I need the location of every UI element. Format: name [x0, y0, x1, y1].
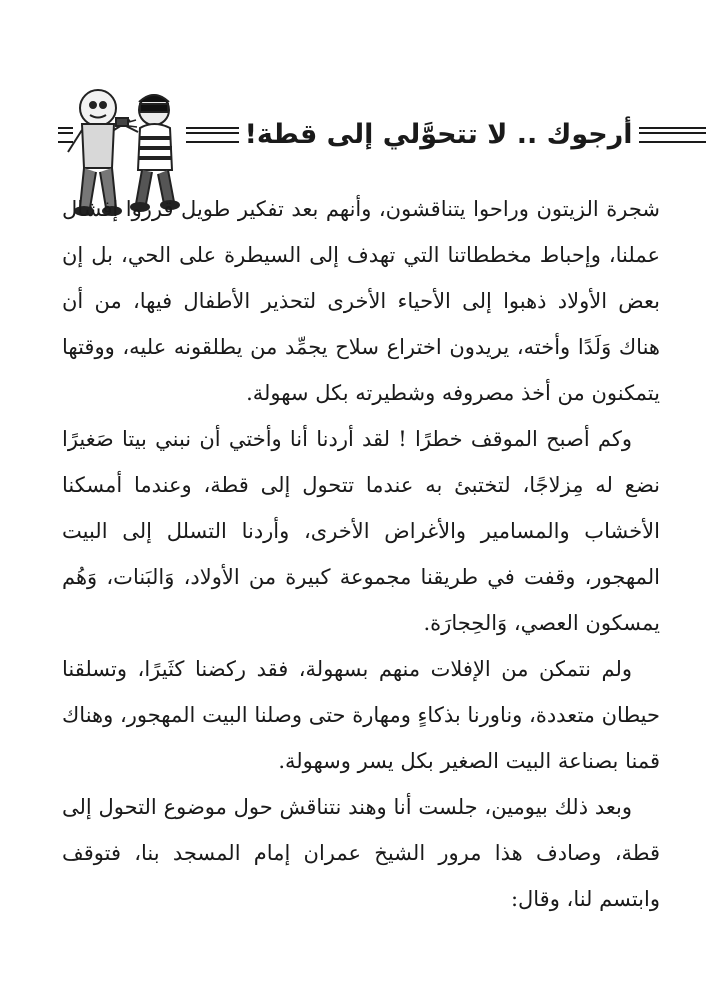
- title-rule-edge: [58, 127, 73, 143]
- paragraph: وبعد ذلك بيومين، جلست أنا وهند نتناقش حول موضوع التحول إلى قطة، وصادف هذا مرور الشيخ عمران إمام المسجد بنا، فتوقف وابتسم لنا، وقال:: [62, 795, 660, 911]
- title-rule-left: [186, 127, 239, 143]
- paragraph: ولم نتمكن من الإفلات منهم بسهولة، فقد ركضنا كثَيرًا، وتسلقنا حيطان متعددة، وناورنا بذكاءٍ ومهارة حتى وصلنا البيت المهجور، وهناك قمنا بصناعة البيت الصغير بكل يسر وسهولة.: [62, 657, 660, 773]
- paragraph: شجرة الزيتون وراحوا يتناقشون، وأنهم بعد تفكير طويل قرروا إفشال عملنا، وإحباط مخططاتنا التي تهدف إلى السيطرة على الحي، بل إن بعض الأولاد ذهبوا إلى الأحياء الأخرى لتحذير الأطفال فيها، من أن هناك وَلَدًا وأخته، يريدون اختراع سلاح يجمِّد من يطلقونه عليه، ووقتها يتمكنون من أخذ مصروفه وشطيرته بكل سهولة.: [62, 197, 660, 405]
- chapter-header: [50, 40, 670, 190]
- body-text: [62, 186, 660, 922]
- title-row: [58, 115, 706, 155]
- title-rule-right: [639, 127, 706, 143]
- paragraph: وكم أصبح الموقف خطرًا ! لقد أردنا أنا وأختي أن نبني بيتا صَغيرًا نضع له مِزلاجًا، لتختبئ به عندما تتحول إلى قطة، وعندما أمسكنا الأخشاب والمسامير والأغراض الأخرى، وأردنا التسلل إلى البيت المهجور، وقفت في طريقنا مجموعة كبيرة من الأولاد، وَالبَنات، وَهُم يمسكون العصي، وَالحِجارَة.: [62, 427, 660, 635]
- chapter-title: أرجوك .. لا تتحوَّلي إلى قطة!: [244, 119, 633, 150]
